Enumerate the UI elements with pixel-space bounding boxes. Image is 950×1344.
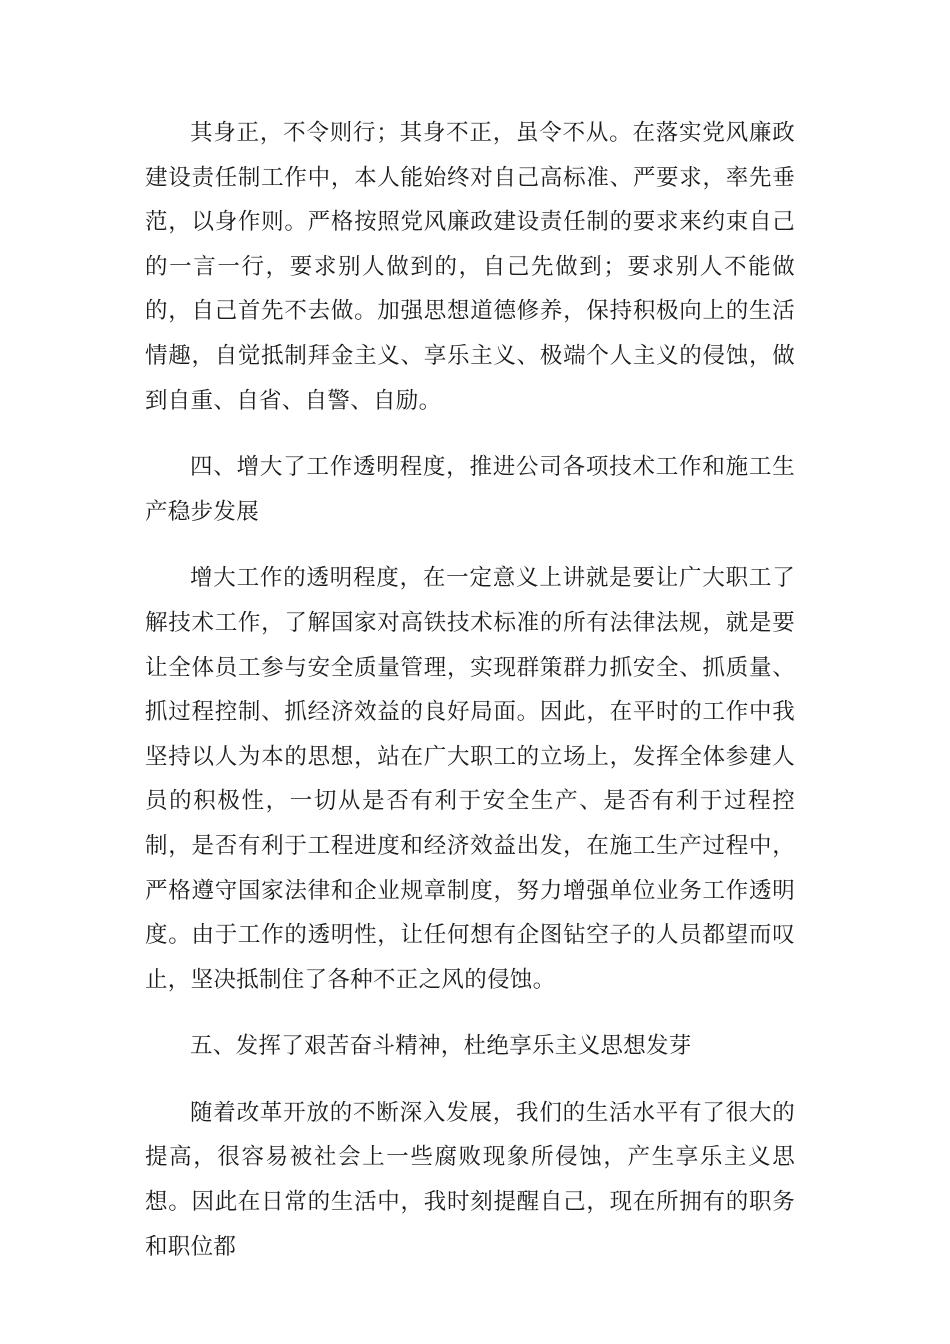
section-heading-5: 五、发挥了艰苦奋斗精神，杜绝享乐主义思想发芽: [190, 1033, 692, 1060]
section-heading-4: 四、增大了工作透明程度，推进公司各项技术工作和施工生产稳步发展: [145, 454, 795, 525]
paragraph-hard-work: 随着改革开放的不断深入发展，我们的生活水平有了很大的提高，很容易被社会上一些腐败现象所侵蚀，产生享乐主义思想。因此在日常的生活中，我时刻提醒自己，现在所拥有的职务和职位都: [145, 1099, 795, 1260]
document-body: [145, 111, 795, 1291]
paragraph-self-discipline: 其身正，不令则行；其身不正，虽令不从。在落实党风廉政建设责任制工作中，本人能始终对自己高标准、严要求，率先垂范，以身作则。严格按照党风廉政建设责任制的要求来约束自己的一言一行，要求别人做到的，自己先做到；要求别人不能做的，自己首先不去做。加强思想道德修养，保持积极向上的生活情趣，自觉抵制拜金主义、享乐主义、极端个人主义的侵蚀，做到自重、自省、自警、自励。: [145, 120, 795, 414]
paragraph-transparency: 增大工作的透明程度，在一定意义上讲就是要让广大职工了解技术工作，了解国家对高铁技术标准的所有法律法规，就是要让全体员工参与安全质量管理，实现群策群力抓安全、抓质量、抓过程控制、抓经济效益的良好局面。因此，在平时的工作中我坚持以人为本的思想，站在广大职工的立场上，发挥全体参建人员的积极性，一切从是否有利于安全生产、是否有利于过程控制，是否有利于工程进度和经济效益出发，在施工生产过程中，严格遵守国家法律和企业规章制度，努力增强单位业务工作透明度。由于工作的透明性，让任何想有企图钻空子的人员都望而叹止，坚决抵制住了各种不正之风的侵蚀。: [145, 565, 795, 993]
